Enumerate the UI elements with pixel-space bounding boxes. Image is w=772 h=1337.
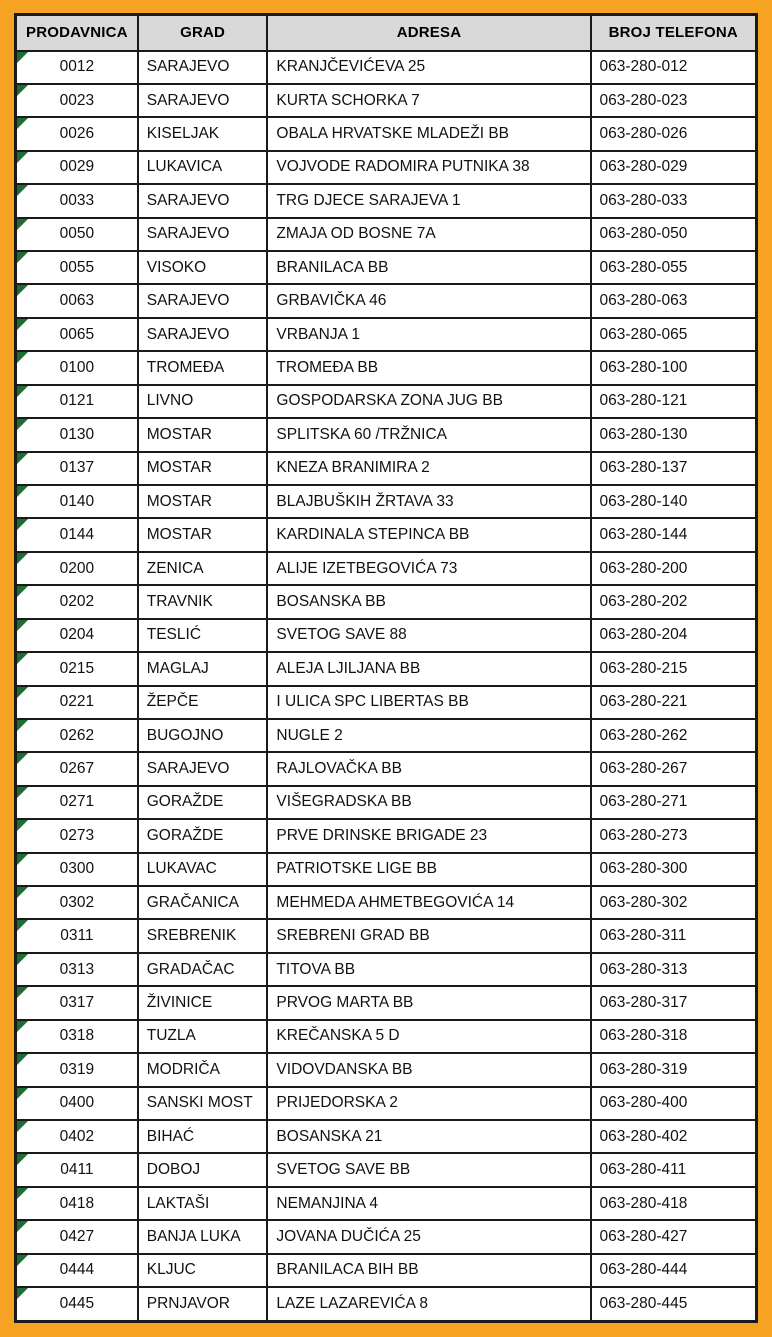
store-number: 0055 (59, 258, 95, 276)
corner-triangle-icon (17, 887, 28, 898)
phone-cell: 063-280-200 (591, 552, 757, 585)
store-number: 0402 (59, 1127, 95, 1145)
phone-cell: 063-280-273 (591, 819, 757, 852)
phone-cell: 063-280-033 (591, 184, 757, 217)
phone-cell: 063-280-100 (591, 351, 757, 384)
store-number-cell (16, 619, 138, 652)
table-row (16, 619, 757, 652)
table-row (16, 552, 757, 585)
store-number-cell (16, 719, 138, 752)
store-number-cell (16, 1153, 138, 1186)
store-number-cell (16, 1220, 138, 1253)
address-cell: VRBANJA 1 (267, 318, 590, 351)
table-row (16, 953, 757, 986)
city-cell: ZENICA (138, 552, 268, 585)
address-cell: TITOVA BB (267, 953, 590, 986)
table-row (16, 752, 757, 785)
phone-cell: 063-280-144 (591, 518, 757, 551)
address-cell: I ULICA SPC LIBERTAS BB (267, 686, 590, 719)
address-cell: KNEZA BRANIMIRA 2 (267, 452, 590, 485)
address-cell: ALEJA LJILJANA BB (267, 652, 590, 685)
address-cell: BLAJBUŠKIH ŽRTAVA 33 (267, 485, 590, 518)
store-number-cell (16, 318, 138, 351)
phone-cell: 063-280-411 (591, 1153, 757, 1186)
store-number-cell (16, 518, 138, 551)
corner-triangle-icon (17, 620, 28, 631)
corner-triangle-icon (17, 486, 28, 497)
corner-triangle-icon (17, 1255, 28, 1266)
corner-triangle-icon (17, 687, 28, 698)
store-number-cell (16, 218, 138, 251)
address-cell: SPLITSKA 60 /TRŽNICA (267, 418, 590, 451)
city-cell: GRADAČAC (138, 953, 268, 986)
city-cell: MOSTAR (138, 418, 268, 451)
city-cell: SARAJEVO (138, 752, 268, 785)
corner-triangle-icon (17, 252, 28, 263)
store-number-cell (16, 919, 138, 952)
city-cell: LUKAVICA (138, 151, 268, 184)
city-cell: MOSTAR (138, 485, 268, 518)
phone-cell: 063-280-313 (591, 953, 757, 986)
city-cell: LIVNO (138, 385, 268, 418)
phone-cell: 063-280-065 (591, 318, 757, 351)
table-row (16, 585, 757, 618)
phone-cell: 063-280-050 (591, 218, 757, 251)
store-number: 0100 (59, 359, 95, 376)
address-cell: BOSANSKA BB (267, 585, 590, 618)
address-cell: BRANILACA BIH BB (267, 1254, 590, 1287)
table-row (16, 919, 757, 952)
corner-triangle-icon (17, 553, 28, 564)
store-number: 0267 (59, 760, 95, 778)
phone-cell: 063-280-215 (591, 652, 757, 685)
table-row (16, 84, 757, 117)
city-cell: SREBRENIK (138, 919, 268, 952)
table-row (16, 218, 757, 251)
store-number-cell (16, 1187, 138, 1220)
address-cell: ALIJE IZETBEGOVIĆA 73 (267, 552, 590, 585)
store-number-cell (16, 1020, 138, 1053)
store-number: 0313 (59, 960, 95, 978)
phone-cell: 063-280-055 (591, 251, 757, 284)
address-cell: MEHMEDA AHMETBEGOVIĆA 14 (267, 886, 590, 919)
address-cell: PATRIOTSKE LIGE BB (267, 853, 590, 886)
phone-cell: 063-280-140 (591, 485, 757, 518)
store-number: 0302 (59, 893, 95, 911)
corner-triangle-icon (17, 920, 28, 931)
phone-cell: 063-280-029 (591, 151, 757, 184)
city-cell: SARAJEVO (138, 51, 268, 84)
table-row (16, 151, 757, 184)
address-cell: SVETOG SAVE BB (267, 1153, 590, 1186)
phone-cell: 063-280-418 (591, 1187, 757, 1220)
store-number-cell (16, 652, 138, 685)
address-cell: ZMAJA OD BOSNE 7A (267, 218, 590, 251)
corner-triangle-icon (17, 118, 28, 129)
table-row (16, 385, 757, 418)
city-cell: TESLIĆ (138, 619, 268, 652)
table-row (16, 1053, 757, 1086)
column-header-prodavnica: PRODAVNICA (16, 15, 138, 51)
corner-triangle-icon (17, 1288, 28, 1299)
corner-triangle-icon (17, 1154, 28, 1165)
phone-cell: 063-280-023 (591, 84, 757, 117)
store-number: 0411 (60, 1161, 94, 1179)
table-row (16, 1020, 757, 1053)
store-number-cell (16, 1053, 138, 1086)
store-directory-table (14, 13, 758, 1323)
corner-triangle-icon (17, 820, 28, 831)
table-row (16, 284, 757, 317)
table-row (16, 1287, 757, 1321)
corner-triangle-icon (17, 52, 28, 63)
store-number: 0300 (59, 860, 95, 878)
corner-triangle-icon (17, 453, 28, 464)
address-cell: LAZE LAZAREVIĆA 8 (267, 1287, 590, 1321)
corner-triangle-icon (17, 787, 28, 798)
store-number: 0445 (59, 1295, 95, 1313)
table-row (16, 986, 757, 1019)
city-cell: SARAJEVO (138, 184, 268, 217)
address-cell: OBALA HRVATSKE MLADEŽI BB (267, 117, 590, 150)
city-cell: SARAJEVO (138, 318, 268, 351)
column-header-grad: GRAD (138, 15, 268, 51)
city-cell: GORAŽDE (138, 819, 268, 852)
address-cell: KURTA SCHORKA 7 (267, 84, 590, 117)
phone-cell: 063-280-202 (591, 585, 757, 618)
store-number-cell (16, 151, 138, 184)
table-row (16, 686, 757, 719)
corner-triangle-icon (17, 185, 28, 196)
corner-triangle-icon (17, 1054, 28, 1065)
store-number: 0023 (59, 91, 95, 109)
store-number: 0271 (59, 793, 95, 811)
table-row (16, 452, 757, 485)
corner-triangle-icon (17, 519, 28, 530)
corner-triangle-icon (17, 152, 28, 163)
store-number: 0121 (59, 392, 95, 410)
store-number: 0012 (59, 58, 95, 76)
address-cell: TROMEĐA BB (267, 351, 590, 384)
table-row (16, 819, 757, 852)
phone-cell: 063-280-444 (591, 1254, 757, 1287)
city-cell: SANSKI MOST (138, 1087, 268, 1120)
address-cell: VIŠEGRADSKA BB (267, 786, 590, 819)
store-number: 0065 (59, 325, 95, 343)
phone-cell: 063-280-400 (591, 1087, 757, 1120)
store-number: 0215 (59, 659, 95, 677)
store-number-cell (16, 485, 138, 518)
table-row (16, 117, 757, 150)
store-number-cell (16, 117, 138, 150)
corner-triangle-icon (17, 285, 28, 296)
store-number-cell (16, 953, 138, 986)
city-cell: TUZLA (138, 1020, 268, 1053)
city-cell: MOSTAR (138, 518, 268, 551)
corner-triangle-icon (17, 1021, 28, 1032)
store-number: 0317 (59, 994, 95, 1012)
address-cell: GOSPODARSKA ZONA JUG BB (267, 385, 590, 418)
corner-triangle-icon (17, 352, 28, 363)
phone-cell: 063-280-271 (591, 786, 757, 819)
table-row (16, 1187, 757, 1220)
city-cell: GORAŽDE (138, 786, 268, 819)
city-cell: MOSTAR (138, 452, 268, 485)
store-number: 0318 (59, 1027, 95, 1045)
phone-cell: 063-280-262 (591, 719, 757, 752)
store-number: 0311 (60, 927, 94, 945)
store-number: 0444 (59, 1261, 95, 1279)
corner-triangle-icon (17, 954, 28, 965)
table-row (16, 652, 757, 685)
store-number: 0418 (59, 1194, 95, 1212)
corner-triangle-icon (17, 419, 28, 430)
city-cell: TRAVNIK (138, 585, 268, 618)
store-number-cell (16, 1120, 138, 1153)
address-cell: NUGLE 2 (267, 719, 590, 752)
store-number-cell (16, 1087, 138, 1120)
store-number-cell (16, 752, 138, 785)
phone-cell: 063-280-427 (591, 1220, 757, 1253)
store-number-cell (16, 886, 138, 919)
store-number-cell (16, 184, 138, 217)
corner-triangle-icon (17, 1121, 28, 1132)
store-number-cell (16, 84, 138, 117)
phone-cell: 063-280-318 (591, 1020, 757, 1053)
store-number: 0029 (59, 158, 95, 176)
city-cell: ŽIVINICE (138, 986, 268, 1019)
column-header-adresa: ADRESA (267, 15, 590, 51)
city-cell: MODRIČA (138, 1053, 268, 1086)
phone-cell: 063-280-445 (591, 1287, 757, 1321)
store-number: 0200 (59, 559, 95, 577)
phone-cell: 063-280-317 (591, 986, 757, 1019)
city-cell: KISELJAK (138, 117, 268, 150)
city-cell: VISOKO (138, 251, 268, 284)
table-row (16, 51, 757, 84)
corner-triangle-icon (17, 753, 28, 764)
store-number-cell (16, 686, 138, 719)
address-cell: SREBRENI GRAD BB (267, 919, 590, 952)
table-row (16, 786, 757, 819)
store-number-cell (16, 385, 138, 418)
phone-cell: 063-280-311 (591, 919, 757, 952)
address-cell: VOJVODE RADOMIRA PUTNIKA 38 (267, 151, 590, 184)
store-number-cell (16, 585, 138, 618)
address-cell: GRBAVIČKA 46 (267, 284, 590, 317)
store-number: 0140 (59, 492, 95, 510)
city-cell: GRAČANICA (138, 886, 268, 919)
phone-cell: 063-280-402 (591, 1120, 757, 1153)
city-cell: BANJA LUKA (138, 1220, 268, 1253)
table-row (16, 1220, 757, 1253)
address-cell: BRANILACA BB (267, 251, 590, 284)
store-directory-sheet (14, 13, 758, 1323)
phone-cell: 063-280-012 (591, 51, 757, 84)
store-number: 0033 (59, 191, 95, 209)
phone-cell: 063-280-137 (591, 452, 757, 485)
corner-triangle-icon (17, 219, 28, 230)
table-row (16, 251, 757, 284)
table-row (16, 485, 757, 518)
store-number: 0050 (59, 225, 95, 243)
corner-triangle-icon (17, 653, 28, 664)
address-cell: PRVOG MARTA BB (267, 986, 590, 1019)
store-number-cell (16, 986, 138, 1019)
phone-cell: 063-280-221 (591, 686, 757, 719)
store-number: 0063 (59, 292, 95, 310)
store-number-cell (16, 418, 138, 451)
city-cell: BUGOJNO (138, 719, 268, 752)
store-number-cell (16, 819, 138, 852)
store-number-cell (16, 284, 138, 317)
store-number: 0319 (59, 1060, 95, 1078)
phone-cell: 063-280-267 (591, 752, 757, 785)
corner-triangle-icon (17, 319, 28, 330)
address-cell: NEMANJINA 4 (267, 1187, 590, 1220)
corner-triangle-icon (17, 1088, 28, 1099)
corner-triangle-icon (17, 987, 28, 998)
table-row (16, 719, 757, 752)
store-number-cell (16, 1287, 138, 1321)
city-cell: SARAJEVO (138, 218, 268, 251)
address-cell: KRANJČEVIĆEVA 25 (267, 51, 590, 84)
address-cell: BOSANSKA 21 (267, 1120, 590, 1153)
store-number-cell (16, 853, 138, 886)
table-row (16, 886, 757, 919)
phone-cell: 063-280-204 (591, 619, 757, 652)
city-cell: LUKAVAC (138, 853, 268, 886)
address-cell: SVETOG SAVE 88 (267, 619, 590, 652)
store-table-body (16, 51, 757, 1322)
phone-cell: 063-280-121 (591, 385, 757, 418)
corner-triangle-icon (17, 586, 28, 597)
store-number: 0221 (59, 693, 95, 711)
phone-cell: 063-280-130 (591, 418, 757, 451)
corner-triangle-icon (17, 854, 28, 865)
table-row (16, 1087, 757, 1120)
corner-triangle-icon (17, 720, 28, 731)
city-cell: MAGLAJ (138, 652, 268, 685)
store-number-cell (16, 51, 138, 84)
city-cell: LAKTAŠI (138, 1187, 268, 1220)
city-cell: PRNJAVOR (138, 1287, 268, 1321)
store-number: 0130 (59, 425, 95, 443)
address-cell: KREČANSKA 5 D (267, 1020, 590, 1053)
table-row (16, 853, 757, 886)
store-number-cell (16, 351, 138, 384)
store-number: 0026 (59, 125, 95, 143)
store-number: 0262 (59, 726, 95, 744)
table-row (16, 518, 757, 551)
address-cell: PRIJEDORSKA 2 (267, 1087, 590, 1120)
store-number: 0202 (59, 592, 95, 610)
city-cell: ŽEPČE (138, 686, 268, 719)
store-number-cell (16, 552, 138, 585)
address-cell: JOVANA DUČIĆA 25 (267, 1220, 590, 1253)
store-number: 0144 (59, 526, 95, 544)
store-number: 0137 (59, 459, 95, 477)
address-cell: TRG DJECE SARAJEVA 1 (267, 184, 590, 217)
table-row (16, 351, 757, 384)
corner-triangle-icon (17, 1221, 28, 1232)
table-row (16, 184, 757, 217)
column-header-broj-telefona: BROJ TELEFONA (591, 15, 757, 51)
store-number: 0427 (59, 1227, 95, 1245)
store-number-cell (16, 1254, 138, 1287)
city-cell: SARAJEVO (138, 84, 268, 117)
phone-cell: 063-280-300 (591, 853, 757, 886)
phone-cell: 063-280-063 (591, 284, 757, 317)
city-cell: TROMEĐA (138, 351, 268, 384)
phone-cell: 063-280-026 (591, 117, 757, 150)
table-row (16, 1153, 757, 1186)
address-cell: PRVE DRINSKE BRIGADE 23 (267, 819, 590, 852)
city-cell: BIHAĆ (138, 1120, 268, 1153)
city-cell: KLJUC (138, 1254, 268, 1287)
table-header (16, 15, 757, 51)
table-row (16, 418, 757, 451)
store-number: 0273 (59, 826, 95, 844)
address-cell: KARDINALA STEPINCA BB (267, 518, 590, 551)
store-number: 0204 (59, 626, 95, 644)
corner-triangle-icon (17, 1188, 28, 1199)
store-number-cell (16, 251, 138, 284)
table-row (16, 1254, 757, 1287)
city-cell: DOBOJ (138, 1153, 268, 1186)
store-number-cell (16, 452, 138, 485)
corner-triangle-icon (17, 386, 28, 397)
phone-cell: 063-280-302 (591, 886, 757, 919)
header-row (16, 15, 757, 51)
table-row (16, 1120, 757, 1153)
address-cell: RAJLOVAČKA BB (267, 752, 590, 785)
store-number-cell (16, 786, 138, 819)
phone-cell: 063-280-319 (591, 1053, 757, 1086)
city-cell: SARAJEVO (138, 284, 268, 317)
store-number: 0400 (59, 1094, 95, 1112)
table-row (16, 318, 757, 351)
address-cell: VIDOVDANSKA BB (267, 1053, 590, 1086)
corner-triangle-icon (17, 85, 28, 96)
